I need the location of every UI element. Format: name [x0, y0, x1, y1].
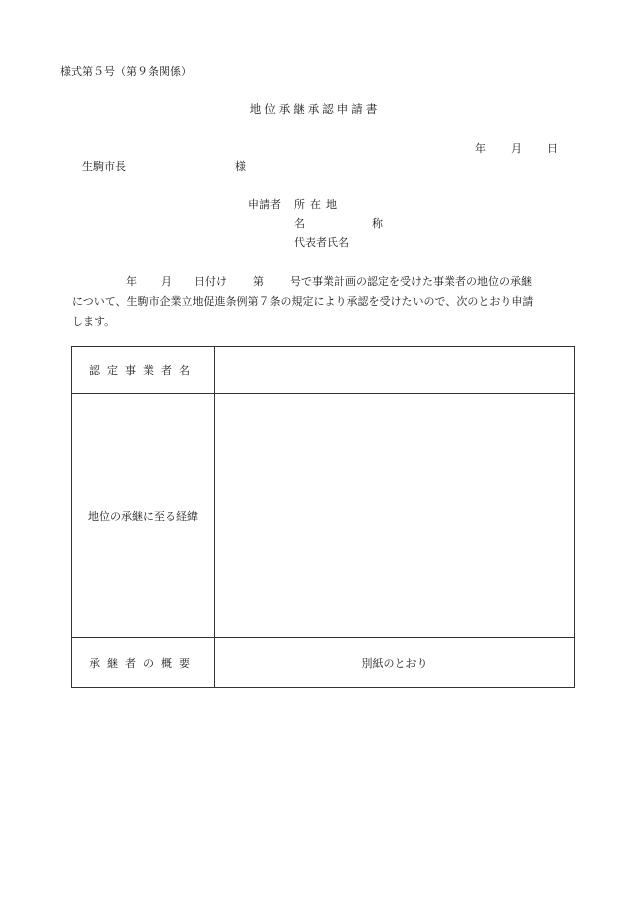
applicant-representative-label: 代表者氏名: [294, 236, 349, 249]
table-row: [72, 638, 575, 688]
date-year-label: 年: [475, 142, 486, 155]
successor-overview-label: 承継者の概要: [72, 638, 215, 688]
date-month-label: 月: [511, 142, 522, 155]
form-number: 様式第５号（第９条関係）: [60, 65, 192, 78]
certified-operator-name-label: 認定事業者名: [72, 347, 215, 394]
applicant-label: 申請者: [248, 198, 281, 211]
succession-background-value[interactable]: [215, 394, 575, 638]
body-line-1: 年 月 日付け 第 号で事業計画の認定を受けた事業者の地位の承継: [126, 275, 532, 288]
date-day-label: 日: [547, 142, 558, 155]
certified-operator-name-value[interactable]: [215, 347, 575, 394]
table-row: [72, 347, 575, 394]
body-text: [72, 272, 580, 332]
successor-overview-value: 別紙のとおり: [215, 638, 575, 688]
addressee-honorific: 様: [235, 160, 246, 173]
succession-background-label: 地位の承継に至る経緯: [72, 394, 215, 638]
document-title: 地位承継承認申請書: [249, 102, 381, 116]
addressee-name: 生駒市長: [82, 160, 126, 173]
body-line-3: します。: [72, 315, 116, 328]
date-line: [475, 140, 558, 156]
table-row: [72, 394, 575, 638]
addressee: [82, 158, 246, 174]
applicant-address-label: 所在地: [294, 198, 342, 211]
info-table: [71, 346, 575, 688]
applicant-name-label: 名 称: [294, 217, 411, 230]
body-line-2: について、生駒市企業立地促進条例第７条の規定により承認を受けたいので、次のとおり申請: [72, 295, 534, 308]
